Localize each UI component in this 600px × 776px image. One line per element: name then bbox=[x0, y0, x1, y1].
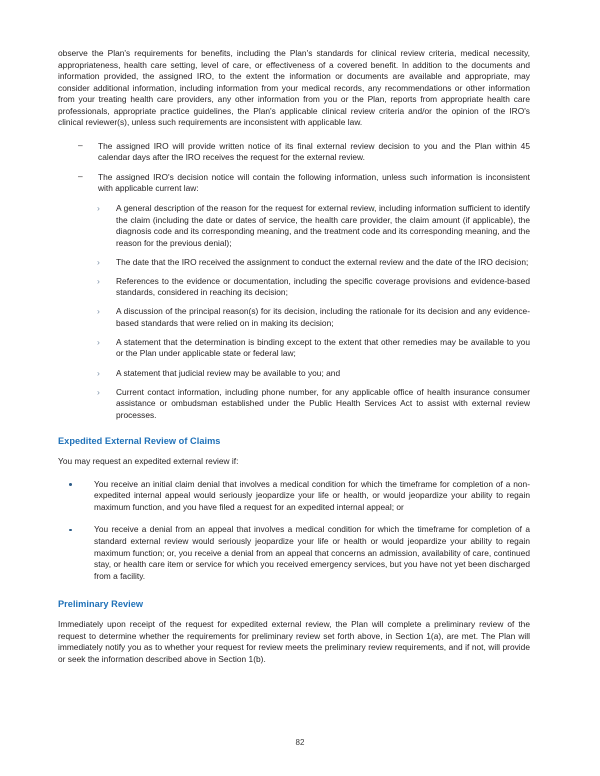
bullet-item-text: You receive an initial claim denial that involves a medical condition for which the timeframe for completion of a non-expedited internal appeal would seriously jeopardize your life or health, or would jeopardize your ability to regain maximum function, and you have filed a request for an expedited internal appeal; or bbox=[94, 478, 530, 512]
chevron-list-item bbox=[97, 387, 530, 422]
dash-marker: – bbox=[78, 171, 83, 182]
expedited-bullet-list bbox=[58, 479, 530, 582]
chevron-item-text: A statement that judicial review may be available to you; and bbox=[116, 367, 341, 378]
chevron-right-icon: › bbox=[97, 336, 100, 347]
dash-list bbox=[58, 141, 530, 195]
dash-list-item bbox=[78, 172, 530, 195]
chevron-right-icon: › bbox=[97, 275, 100, 286]
dash-list-item bbox=[78, 141, 530, 164]
intro-paragraph: observe the Plan's requirements for benefits, including the Plan's standards for clinical review criteria, medical necessity, appropriateness, health care setting, level of care, or effectiveness of a covered benefit. In addition to the documents and information provided, the assigned IRO, to the extent the information or documents are available and appropriate, may consider additional information, including information from your medical records, any recommendations or other information from your treating health care providers, any other information from you or the Plan, reports from appropriate health care professionals, appropriate practice guidelines, the Plan's applicable clinical review criteria and/or the opinion of the IRO's clinical reviewer(s), unless such requirements are inconsistent with applicable law. bbox=[58, 48, 530, 128]
chevron-list bbox=[58, 203, 530, 421]
bullet-list-item bbox=[69, 524, 530, 582]
chevron-item-text: A general description of the reason for the request for external review, including information sufficient to identify the claim (including the date or dates of service, the health care provider, the claim amount (if applicable), the diagnosis code and its corresponding meaning, and the treatment code and its corresponding meaning, and the reason for the previous denial); bbox=[116, 203, 530, 248]
chevron-list-item bbox=[97, 368, 530, 380]
chevron-right-icon: › bbox=[97, 367, 100, 378]
chevron-list-item bbox=[97, 276, 530, 299]
expedited-lead-in: You may request an expedited external review if: bbox=[58, 456, 239, 467]
dash-item-text: The assigned IRO will provide written notice of its final external review decision to you and the Plan within 45 calendar days after the IRO receives the request for the external review. bbox=[98, 140, 530, 163]
chevron-right-icon: › bbox=[97, 203, 100, 214]
chevron-list-item bbox=[97, 203, 530, 249]
bullet-dot-icon bbox=[69, 529, 72, 532]
bullet-item-text: You receive a denial from an appeal that involves a medical condition for which the timeframe for completion of a standard external review would seriously jeopardize your life or health or would jeopardize your ability to regain maximum function; or, you receive a denial from an appeal that concerns an admission, availability of care, continued stay, or health care item or service for which you received emergency services, but you have not yet been discharged from a facility. bbox=[94, 524, 530, 581]
dash-item-text: The assigned IRO's decision notice will contain the following information, unless such information is inconsistent with applicable current law: bbox=[98, 171, 530, 194]
dash-marker: – bbox=[78, 140, 83, 151]
chevron-right-icon: › bbox=[97, 256, 100, 267]
chevron-item-text: A discussion of the principal reason(s) for its decision, including the rationale for its decision and any evidence-based standards that were relied on in making its decision; bbox=[116, 306, 530, 328]
chevron-list-item bbox=[97, 257, 530, 269]
page-content bbox=[58, 48, 530, 665]
section-heading-preliminary: Preliminary Review bbox=[58, 599, 144, 610]
bullet-dot-icon bbox=[69, 483, 72, 486]
page-number: 82 bbox=[295, 738, 305, 747]
chevron-item-text: The date that the IRO received the assignment to conduct the external review and the date of the IRO decision; bbox=[116, 256, 529, 267]
section-heading-expedited: Expedited External Review of Claims bbox=[58, 436, 221, 447]
chevron-item-text: References to the evidence or documentation, including the specific coverage provisions and evidence-based standards, considered in reaching its decision; bbox=[116, 275, 530, 298]
chevron-right-icon: › bbox=[97, 306, 100, 317]
bullet-list-item bbox=[69, 479, 530, 514]
chevron-right-icon: › bbox=[97, 386, 100, 397]
chevron-list-item bbox=[97, 306, 530, 329]
chevron-list-item bbox=[97, 337, 530, 360]
chevron-item-text: A statement that the determination is binding except to the extent that other remedies may be available to you or the Plan under applicable state or federal law; bbox=[116, 336, 530, 359]
chevron-item-text: Current contact information, including phone number, for any applicable office of health insurance consumer assistance or ombudsman established under the Public Health Services Act to assist with external review processes. bbox=[116, 386, 530, 420]
preliminary-paragraph: Immediately upon receipt of the request for expedited external review, the Plan will complete a preliminary review of the request to determine whether the requirements for preliminary review set forth above, in Section 1(a), are met. The Plan will immediately notify you as to whether your request for review meets the preliminary review requirements, and if not, will provide or seek the information described above in Section 1(b). bbox=[58, 619, 530, 664]
